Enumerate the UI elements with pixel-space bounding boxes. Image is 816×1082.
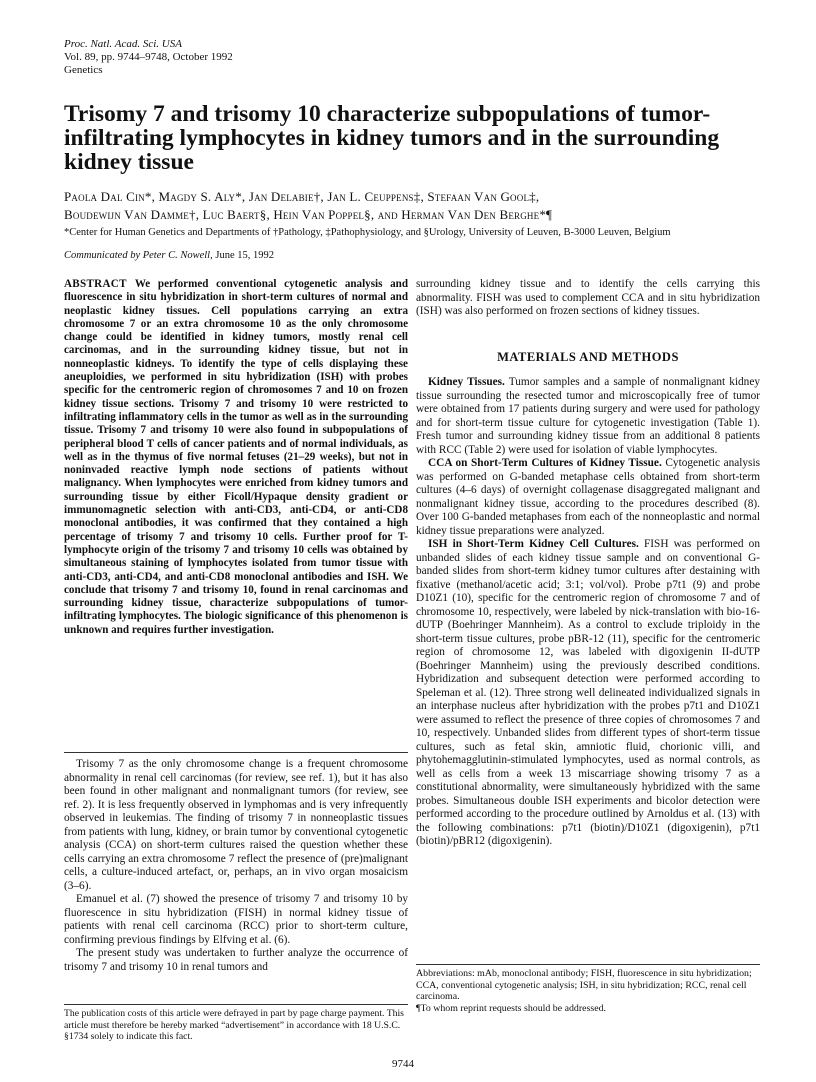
intro-paragraph: Emanuel et al. (7) showed the presence of trisomy 7 and trisomy 10 by fluorescence in situ hybridization (FISH) in normal kidney tissue of patients with renal cell carcinoma (RCC) prior to short-term culture, confirming previous findings by Elfving et al. (6). xyxy=(64,893,408,946)
section-heading-methods: MATERIALS AND METHODS xyxy=(497,350,679,364)
intro-paragraph: The present study was undertaken to further analyze the occurrence of trisomy 7 and trisomy 10 in renal tumors and xyxy=(64,947,408,973)
abbreviations-footnote xyxy=(416,968,760,1015)
paper-title: Trisomy 7 and trisomy 10 characterize subpopulations of tumor-infiltrating lymphocytes in kidney tumors and in the surrounding kidney tissue xyxy=(64,101,720,175)
affiliation: *Center for Human Genetics and Departments of †Pathology, ‡Pathophysiology, and §Urology, University of Leuven, B-3000 Leuven, Belgium xyxy=(64,227,671,238)
communicated-label: Communicated by Peter C. Nowell, xyxy=(64,250,213,261)
intro-continuation-text: surrounding kidney tissue and to identify the cells carrying this abnormality. FISH was used to complement CCA and in situ hybridization (ISH) was also performed on frozen sections of kidney tissues. xyxy=(416,278,760,317)
journal-header xyxy=(64,38,233,77)
abstract-text: We performed conventional cytogenetic analysis and fluorescence in situ hybridization in short-term cultures of normal and neoplastic kidney tissues. Cell populations carrying an extra chromosome 7 or an extra chromosome 10 as the only chromosome change could be identified in kidney tumors, mostly renal cell carcinomas, and in the surrounding kidney tissue, but not in nonneoplastic kidneys. To identify the type of cells displaying these aneuploidies, we performed in situ hybridization (ISH) with probes specific for the centromeric region of chromosomes 7 and 10 on frozen kidney tissue sections. Trisomy 7 and trisomy 10 were restricted to infiltrating inflammatory cells in the tumor as well as in the surrounding tissue. Trisomy 7 and trisomy 10 were also found in subpopulations of peripheral blood T cells of cancer patients and of normal individuals, as well as in the thymus of five normal fetuses (21–29 weeks), but not in noninvaded reactive lymph node sections of patients without malignancy. When lymphocytes were enriched from kidney tumors and surrounding tissue by either Ficoll/Hypaque density gradient or immunomagnetic selection with anti-CD3, anti-CD4, or anti-CD8 monoclonal antibodies, it was confirmed that they contained a high percentage of trisomy 7 and trisomy 10 cells. Further proof for T-lymphocyte origin of the trisomy 7 and trisomy 10 cells was obtained by simultaneous staining of lymphocytes isolated from tumor tissue with anti-CD3, anti-CD4, and anti-CD8 monoclonal antibodies and ISH. We conclude that trisomy 7 and trisomy 10, found in renal carcinomas and surrounding kidney tissue, characterize subpopulations of tumor-infiltrating lymphocytes. The biologic significance of this phenomenon is unknown and requires further investigation. xyxy=(64,278,408,636)
methods-section xyxy=(416,376,760,849)
author-name: and Herman Van Den Berghe*¶ xyxy=(377,207,553,222)
abstract-divider xyxy=(64,752,408,753)
author-name: Luc Baert§ xyxy=(202,207,267,222)
abstract xyxy=(64,278,408,637)
communicated-by xyxy=(64,250,274,261)
communicated-date: June 15, 1992 xyxy=(215,250,274,261)
methods-paragraph xyxy=(416,538,760,849)
run-in-heading: CCA on Short-Term Cultures of Kidney Tissue. xyxy=(428,457,662,469)
abbreviations-text: Abbreviations: mAb, monoclonal antibody; FISH, fluorescence in situ hybridization; CCA, conventional cytogenetic analysis; ISH, in situ hybridization; RCC, renal cell carcinoma. xyxy=(416,968,752,1003)
author-name: Jan Delabie† xyxy=(248,189,321,204)
intro-continuation xyxy=(416,278,760,319)
run-in-heading: Kidney Tissues. xyxy=(428,376,505,388)
footnote-divider xyxy=(64,1004,408,1005)
abbreviations-divider xyxy=(416,964,760,965)
intro-paragraph: Trisomy 7 as the only chromosome change is a frequent chromosome abnormality in renal cell carcinomas (for review, see ref. 1), but it has also been found in other malignant and nonmalignant tumors (for review, see ref. 2). It is less frequently observed in lymphomas and is very infrequently observed in leukemias. The finding of trisomy 7 in nonneoplastic tissues from patients with lung, kidney, or brain tumor by conventional cytogenetic analysis (CCA) on short-term cultures raised the question whether these cells carrying an extra chromosome 7 reflect the presence of (pre)malignant cells, a culture-induced artefact, or, perhaps, an in vivo organ mosaicism (3–6). xyxy=(64,758,408,892)
abstract-label: ABSTRACT xyxy=(64,278,127,290)
author-name: Magdy S. Aly* xyxy=(158,189,242,204)
author-name: Hein Van Poppel§ xyxy=(273,207,371,222)
methods-text: Cytogenetic analysis was performed on G-banded metaphase cells obtained from short-term cultures (4–6 days) of overnight collagenase disaggregated malignant and nonmalignant kidney tissue, according to the procedures described (8). Over 100 G-banded metaphases from each of the nonneoplastic and normal kidney tissue preparations were analyzed. xyxy=(416,457,760,537)
journal-section: Genetics xyxy=(64,64,103,76)
methods-text: Tumor samples and a sample of nonmalignant kidney tissue surrounding the resected tumor and microscopically free of tumor were obtained from 17 patients during surgery and were used for pathology and for short-term tissue culture for cytogenetic investigation (Table 1). Fresh tumor and surrounding kidney tissue from an additional 8 patients with RCC (Table 2) were used for isolation of viable lymphocytes. xyxy=(416,376,760,456)
introduction xyxy=(64,758,408,974)
page-number: 9744 xyxy=(392,1058,414,1070)
reprint-note: ¶To whom reprint requests should be addressed. xyxy=(416,1003,606,1015)
journal-name: Proc. Natl. Acad. Sci. USA xyxy=(64,38,182,50)
methods-paragraph xyxy=(416,376,760,457)
author-list: Paola Dal Cin*, Magdy S. Aly*, Jan Delabie†, Jan L. Ceuppens‡, Stefaan Van Gool‡, Boudewijn Van Damme†, Luc Baert§, Hein Van Poppel§, and Herman Van Den Berghe*¶ xyxy=(64,189,553,222)
author-name: Stefaan Van Gool‡ xyxy=(427,189,536,204)
author-name: Jan L. Ceuppens‡ xyxy=(327,189,421,204)
methods-text: FISH was performed on unbanded slides of each kidney tissue sample and on conventional G-banded slides from short-term kidney tumor cultures after destaining with fixative (methanol/acetic acid; 3:1; vol/vol). Probe p7t1 (9) and probe D10Z1 (10), specific for the centromeric region of chromosome 7 and of chromosome 10, respectively, were labeled by nick-translation with bio-16-dUTP (Boehringer Mannheim). As a control to exclude triploidy in the short-term tissue cultures, probe pBR-12 (11), specific for the centromeric region of chromosome 12, was labeled with digoxigenin II-dUTP (Boehringer Mannheim) using the previously described conditions. Hybridization and subsequent detection were performed according to Speleman et al. (12). Three strong well delineated individualized signals in an interphase nucleus after hybridization with the probes p7t1 and D10Z1 were assumed to reflect the presence of three copies of chromosomes 7 and 10, respectively. Unbanded slides from different types of short-term tissue cultures, such as fetal skin, amniotic fluid, chorionic villi, and phytohemagglutinin-stimulated lymphocytes, used as normal controls, as well as cells from a week 13 miscarriage showing trisomy 7 as a constitutional abnormality, were simultaneously hybridized with the same probes. Simultaneous double ISH experiments and bicolor detection were performed according to the procedure outlined by Arnoldus et al. (13) with the following combinations: p7t1 (biotin)/D10Z1 (digoxigenin), p7t1 (biotin)/pBR12 (digoxigenin). xyxy=(416,538,760,847)
author-name: Paola Dal Cin* xyxy=(64,189,152,204)
journal-volume: Vol. 89, pp. 9744–9748, October 1992 xyxy=(64,51,233,63)
run-in-heading: ISH in Short-Term Kidney Cell Cultures. xyxy=(428,538,639,550)
author-name: Boudewijn Van Damme† xyxy=(64,207,196,222)
methods-paragraph xyxy=(416,457,760,538)
publication-cost-footnote: The publication costs of this article were defrayed in part by page charge payment. This article must therefore be hereby marked “advertisement” in accordance with 18 U.S.C. §1734 solely to indicate this fact. xyxy=(64,1008,404,1042)
